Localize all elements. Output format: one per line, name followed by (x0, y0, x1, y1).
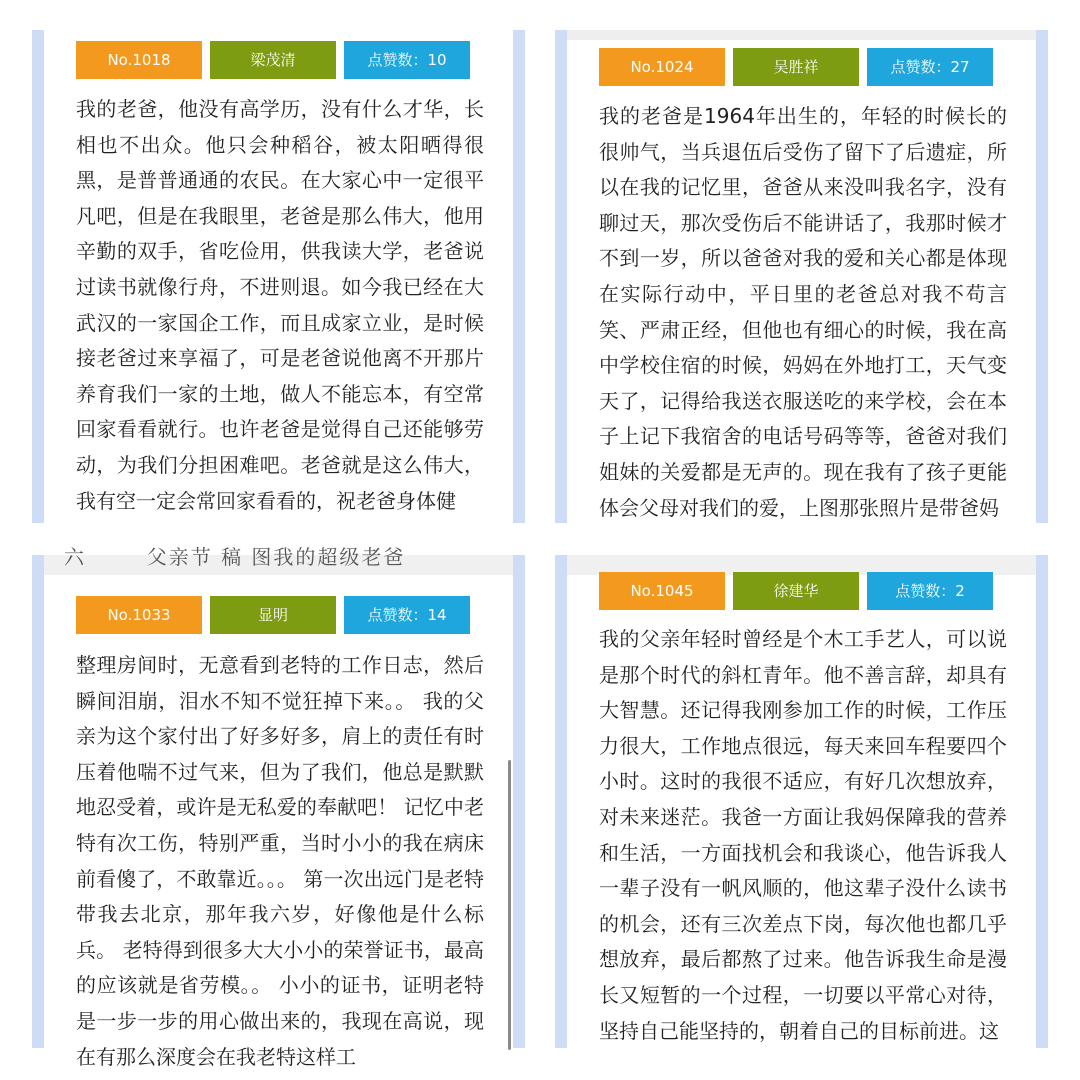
post-tags (76, 41, 470, 79)
post-card (32, 545, 525, 1069)
cut-off-page-heading: 六 父亲节 稿 图我的超级老爸 (64, 545, 406, 569)
post-tags (76, 596, 470, 634)
author-tag[interactable]: 梁茂清 (210, 41, 336, 79)
browser-top-strip (44, 545, 513, 575)
post-body-text: 我的老爸是1964年出生的，年轻的时候长的很帅气，当兵退伍后受伤了留下了后遗症，所以在我的记忆里，爸爸从来没叫我名字，没有聊过天，那次受伤后不能讲话了，我那时候才不到一岁，所以爸爸对我的爱和关心都是体现在实际行动中，平日里的老爸总对我不苟言笑、严肃正经，但他也有细心的时候，我在高中学校住宿的时候，妈妈在外地打工，天气变天了，记得给我送衣服送吃的来学校，会在本子上记下我宿舍的电话号码等等，爸爸对我们姐妹的关爱都是无声的。现在我有了孩子更能体会父母对我们的爱，上图那张照片是带爸妈 (599, 104, 1007, 520)
post-card (555, 30, 1048, 523)
post-tags (599, 48, 993, 86)
post-number-tag[interactable]: No.1033 (76, 596, 202, 634)
post-body-text: 我的父亲年轻时曾经是个木工手艺人，可以说是那个时代的斜杠青年。他不善言辞，却具有大智慧。还记得我刚参加工作的时候，工作压力很大，工作地点很远，每天来回车程要四个小时。这时的我很不适应，有好几次想放弃，对未来迷茫。我爸一方面让我妈保障我的营养和生活，一方面找机会和我谈心，他告诉我人一辈子没有一帆风顺的，他这辈子没什么读书的机会，还有三次差点下岗，每次他也都几乎想放弃，最后都熬了过来。他告诉我生命是漫长又短暂的一个过程，一切要以平常心对待，坚持自己能坚持的，朝着自己的目标前进。这 (599, 627, 1007, 1043)
author-tag[interactable]: 徐建华 (733, 572, 859, 610)
likes-count-tag[interactable]: 点赞数：27 (867, 48, 993, 86)
post-number-tag[interactable]: No.1024 (599, 48, 725, 86)
likes-count-tag[interactable]: 点赞数：10 (344, 41, 470, 79)
author-tag[interactable]: 显明 (210, 596, 336, 634)
scrollbar[interactable] (508, 760, 511, 1050)
post-number-tag[interactable]: No.1018 (76, 41, 202, 79)
likes-count-tag[interactable]: 点赞数：2 (867, 572, 993, 610)
post-card (555, 555, 1048, 1048)
likes-count-tag[interactable]: 点赞数：14 (344, 596, 470, 634)
post-card (32, 30, 525, 523)
browser-top-strip (567, 30, 1036, 40)
post-body-text: 我的老爸，他没有高学历，没有什么才华，长相也不出众。他只会种稻谷，被太阳晒得很黑，是普普通通的农民。在大家心中一定很平凡吧，但是在我眼里，老爸是那么伟大，他用辛勤的双手，省吃俭用，供我读大学，老爸说过读书就像行舟，不进则退。如今我已经在大武汉的一家国企工作，而且成家立业，是时候接老爸过来享福了，可是老爸说他离不开那片养育我们一家的土地，做人不能忘本，有空常回家看看就行。也许老爸是觉得自己还能够劳动，为我们分担困难吧。老爸就是这么伟大，我有空一定会常回家看看的，祝老爸身体健 (76, 97, 484, 513)
post-number-tag[interactable]: No.1045 (599, 572, 725, 610)
author-tag[interactable]: 吴胜祥 (733, 48, 859, 86)
post-body-text: 整理房间时，无意看到老特的工作日志，然后瞬间泪崩，泪水不知不觉狂掉下来。。 我的父亲为这个家付出了好多好多，肩上的责任有时压着他喘不过气来，但为了我们，他总是默默地忍受着，或许是无私爱的奉献吧！ 记忆中老特有次工伤，特别严重，当时小小的我在病床前看傻了，不敢靠近。。。 第一次出远门是老特带我去北京，那年我六岁，好像他是什么标兵。 老特得到很多大大小小的荣誉证书，最高的应该就是省劳模。。 小小的证书，证明老特是一步一步的用心做出来的，我现在高说，现在有那么深度会在我老特这样工 (76, 653, 484, 1069)
post-tags (599, 572, 993, 610)
